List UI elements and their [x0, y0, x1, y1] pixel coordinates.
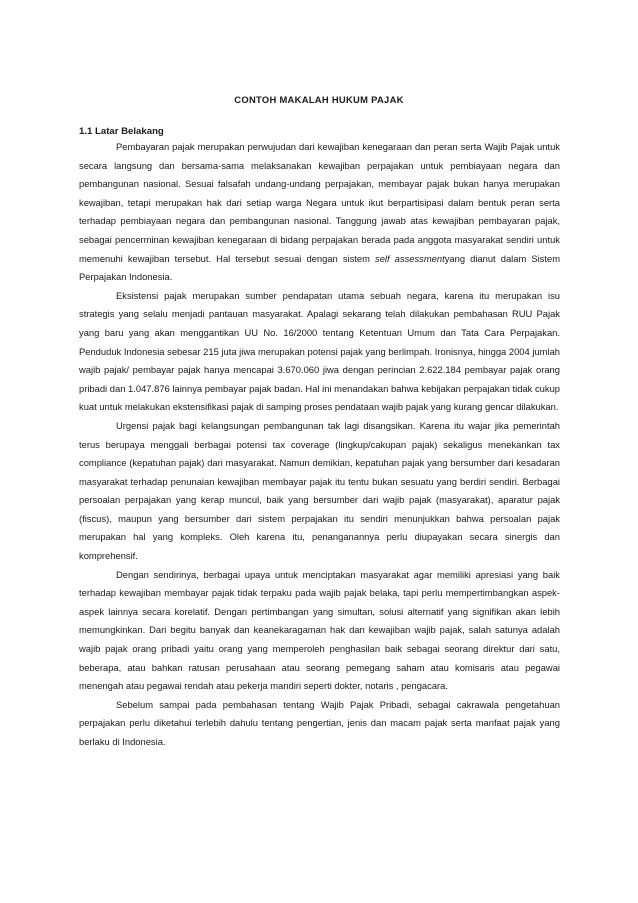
paragraph-4: Dengan sendirinya, berbagai upaya untuk menciptakan masyarakat agar memiliki apresiasi yang baik terhadap kewajiban membayar pajak tidak terpaku pada wajib pajak belaka, tapi perlu mempertimbangkan aspek-aspek lainnya secara korelatif. Dengan pertimbangan yang simultan, solusi alternatif yang signifikan akan lebih memungkinkan. Dari begitu banyak dan keanekaragaman hak dan kewajiban wajib pajak, salah satunya adalah wajib pajak orang pribadi yaitu orang yang memperoleh penghasilan baik sebagai seorang direktur dari satu, beberapa, atau bahkan ratusan perusahaan atau seorang pemegang saham atau komisaris atau pegawai menengah atau pegawai rendah atau pekerja mandiri seperti dokter, notaris , pengacara. [79, 568, 560, 692]
section-heading: 1.1 Latar Belakang [79, 126, 164, 137]
body-text [79, 138, 560, 752]
paragraph-2: Eksistensi pajak merupakan sumber pendapatan utama sebuah negara, karena itu merupakan isu strategis yang selalu menjadi pantauan masyarakat. Apalagi sekarang telah dilakukan pembahasan RUU Pajak yang baru yang akan menggantikan UU No. 16/2000 tentang Ketentuan Umum dan Tata Cara Perpajakan. Penduduk Indonesia sebesar 215 juta jiwa merupakan potensi pajak yang berlimpah. Ironisnya, hingga 2004 jumlah wajib pajak/ pembayar pajak hanya mencapai 3.670.060 jiwa dengan perincian 2.622.184 pembayar pajak orang pribadi dan 1.047.876 lainnya pembayar pajak badan. Hal ini menandakan bahwa kebijakan perpajakan tidak cukup kuat untuk melakukan ekstensifikasi pajak di samping proses pendataan wajib pajak yang kurang gencar dilakukan. [79, 289, 560, 413]
paragraph-3: Urgensi pajak bagi kelangsungan pembangunan tak lagi disangsikan. Karena itu wajar jika pemerintah terus berupaya menggali berbagai potensi tax coverage (lingkup/cakupan pajak) sekaligus menekankan tax compliance (kepatuhan pajak) dari masyarakat. Namun demikian, kepatuhan pajak yang bersumber dari kesadaran masyarakat terhadap penunaian kewajiban membayar pajak itu tentu bukan sesuatu yang berdiri sendiri. Berbagai persoalan perpajakan yang kerap muncul, baik yang bersumber dari wajib pajak (masyarakat), aparatur pajak (fiscus), maupun yang bersumber dari sistem perpajakan itu sendiri menunjukkan bahwa persoalan pajak merupakan hal yang kompleks. Oleh karena itu, penanganannya perlu diupayakan secara sinergis dan komprehensif. [79, 419, 560, 562]
paragraph-1-emphasis: self assessment [375, 252, 445, 264]
paragraph-1-text: Pembayaran pajak merupakan perwujudan dari kewajiban kenegaraan dan peran serta Wajib Pajak untuk secara langsung dan bersama-sama melaksanakan kewajiban perpajakan untuk pembiayaan negara dan pembangunan nasional. Sesuai falsafah undang-undang perpajakan, membayar pajak bukan hanya merupakan kewajiban, tetapi merupakan hak dari setiap warga Negara untuk ikut berpartisipasi dalam bentuk peran serta terhadap pembiayaan negara dan pembangunan nasional. Tanggung jawab atas kewajiban pembayaran pajak, sebagai pencerminan kewajiban kenegaraan di bidang perpajakan berada pada anggota masyarakat sendiri untuk memenuhi kewajiban tersebut. Hal tersebut sesuai dengan sistem [79, 141, 560, 264]
paragraph-1 [79, 138, 560, 287]
paragraph-5: Sebelum sampai pada pembahasan tentang Wajib Pajak Pribadi, sebagai cakrawala pengetahuan perpajakan perlu diketahui terlebih dahulu tentang pengertian, jenis dan macam pajak serta manfaat pajak yang berlaku di Indonesia. [79, 698, 560, 747]
document-title: CONTOH MAKALAH HUKUM PAJAK [234, 94, 404, 105]
paragraph-1-text-end: yang dianut dalam Sistem Perpajakan Indonesia. [79, 252, 561, 283]
